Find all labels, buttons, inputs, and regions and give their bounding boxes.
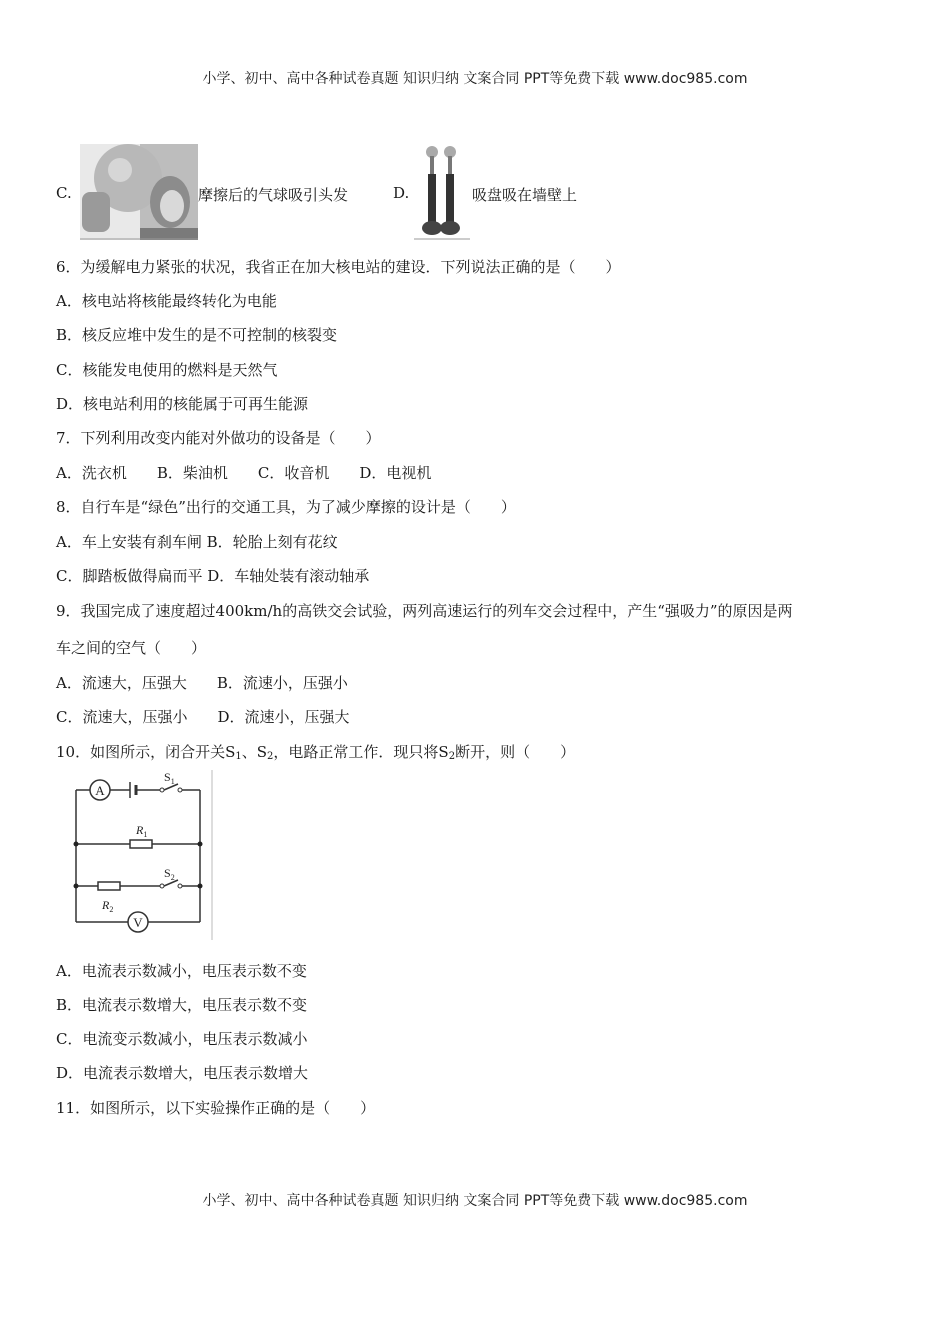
q5-option-c-label: C. bbox=[56, 184, 72, 202]
q10-option-a: A．电流表示数减小，电压表示数不变 bbox=[56, 962, 307, 980]
r1-label: $R_1$ bbox=[136, 823, 148, 839]
q6-stem: 6．为缓解电力紧张的状况，我省正在加大核电站的建设．下列说法正确的是（ ） bbox=[56, 258, 621, 276]
voltmeter-label: V bbox=[133, 915, 143, 930]
q7-stem: 7．下列利用改变内能对外做功的设备是（ ） bbox=[56, 429, 381, 447]
r2-label: $R_2$ bbox=[102, 898, 114, 914]
q6-option-c: C．核能发电使用的燃料是天然气 bbox=[56, 361, 278, 379]
s1-label: $S_1$ bbox=[164, 770, 175, 786]
q9-options-cd: C．流速大，压强小 D．流速小，压强大 bbox=[56, 708, 350, 726]
q10-option-c: C．电流变示数减小，电压表示数减小 bbox=[56, 1030, 308, 1048]
q5-options-row bbox=[56, 144, 656, 244]
q6-option-d: D．核电站利用的核能属于可再生能源 bbox=[56, 395, 309, 413]
q6-option-a: A．核电站将核能最终转化为电能 bbox=[56, 292, 277, 310]
q9-stem-line1: 9．我国完成了速度超过400km/h的高铁交会试验，两列高速运行的列车交会过程中，产生“强吸力”的原因是两 bbox=[56, 602, 793, 620]
resistor-r1 bbox=[130, 840, 152, 848]
q10-stem-part: ，电路正常工作．现只将S bbox=[273, 743, 449, 761]
q10-option-d: D．电流表示数增大，电压表示数增大 bbox=[56, 1064, 309, 1082]
q7-options: A．洗衣机 B．柴油机 C．收音机 D．电视机 bbox=[56, 464, 432, 482]
page-header: 小学、初中、高中各种试卷真题 知识归纳 文案合同 PPT等免费下载 www.doc985.com bbox=[202, 71, 748, 87]
q9-options-ab: A．流速大，压强大 B．流速小，压强小 bbox=[56, 674, 348, 692]
q10-stem bbox=[56, 741, 575, 762]
q8-options-cd: C．脚踏板做得扁而平 D．车轴处装有滚动轴承 bbox=[56, 567, 370, 585]
q10-sub: 1 bbox=[235, 751, 242, 762]
q6-option-b: B．核反应堆中发生的是不可控制的核裂变 bbox=[56, 326, 338, 344]
circuit-diagram bbox=[60, 770, 216, 940]
q10-stem-part: 断开，则（ ） bbox=[455, 743, 576, 761]
q10-option-b: B．电流表示数增大，电压表示数不变 bbox=[56, 996, 308, 1014]
s2-label: $S_2$ bbox=[164, 866, 175, 882]
q10-stem-part: 10．如图所示，闭合开关S bbox=[56, 743, 236, 761]
page-footer: 小学、初中、高中各种试卷真题 知识归纳 文案合同 PPT等免费下载 www.doc985.com bbox=[202, 1193, 748, 1209]
suction-cup-photo bbox=[414, 144, 470, 240]
q5-option-d-text: 吸盘吸在墙壁上 bbox=[472, 186, 578, 204]
balloon-hair-photo bbox=[80, 144, 198, 240]
q5-option-d-label: D. bbox=[393, 184, 410, 202]
q8-options-ab: A．车上安装有刹车闸 B．轮胎上刻有花纹 bbox=[56, 533, 338, 551]
q11-stem: 11．如图所示，以下实验操作正确的是（ ） bbox=[56, 1099, 376, 1117]
q9-stem-line2: 车之间的空气（ ） bbox=[56, 639, 207, 657]
q5-option-c-text: 摩擦后的气球吸引头发 bbox=[198, 186, 349, 204]
ammeter-label: A bbox=[95, 783, 105, 798]
q10-sub: 2 bbox=[267, 751, 274, 762]
q8-stem: 8．自行车是“绿色”出行的交通工具，为了减少摩擦的设计是（ ） bbox=[56, 498, 516, 516]
q10-sub: 2 bbox=[448, 751, 456, 762]
q10-stem-part: 、S bbox=[241, 743, 268, 761]
resistor-r2 bbox=[98, 882, 120, 890]
